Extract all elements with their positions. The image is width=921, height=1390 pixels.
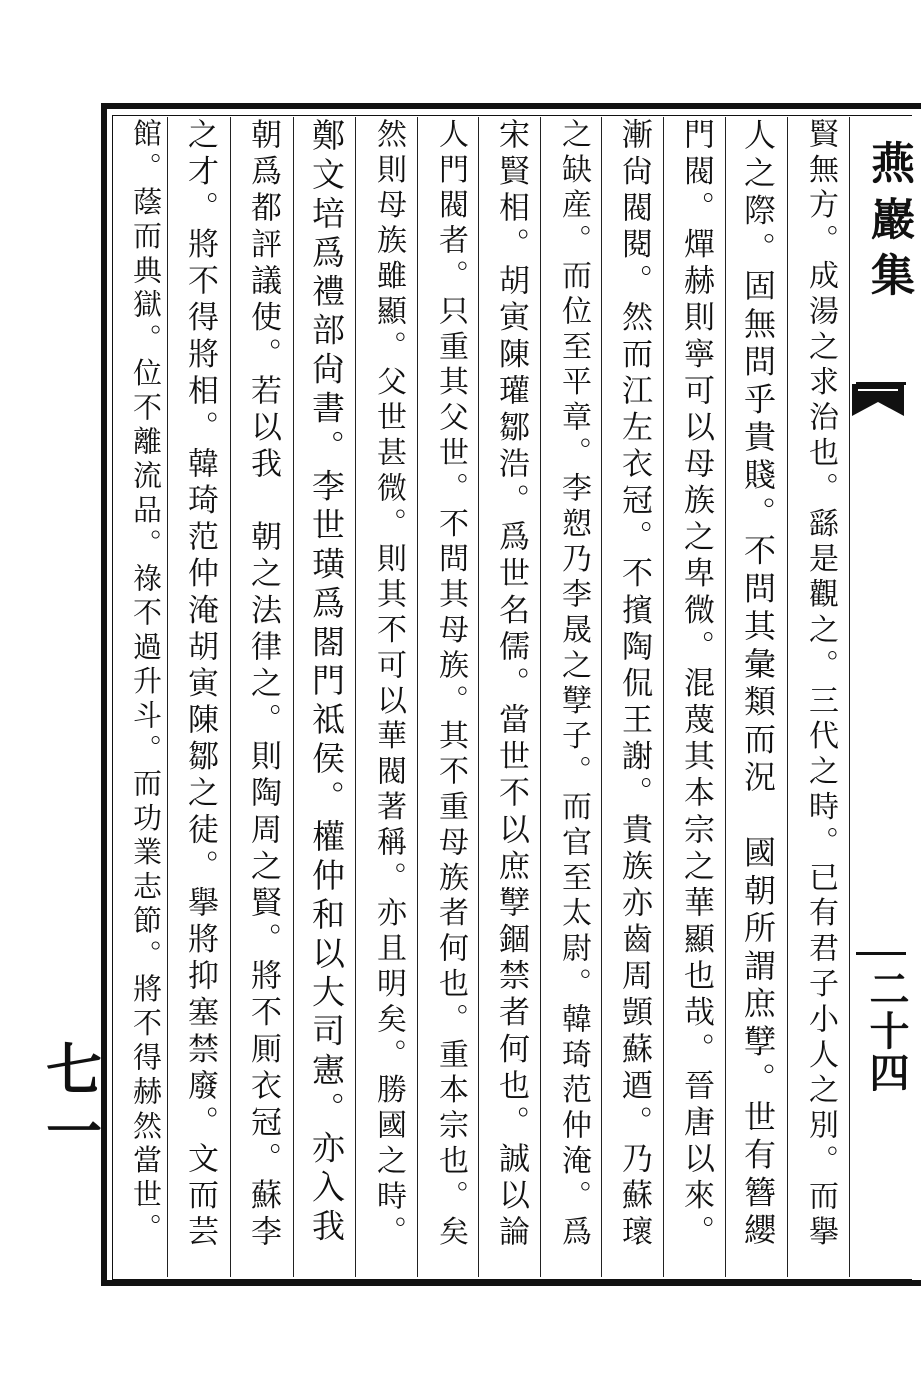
text-column: 鄭文培爲禮部尙書。李世璜爲閤門祗侯。權仲和以大司憲。亦入我 [307, 118, 346, 1248]
book-title: 燕巖集 [863, 140, 914, 308]
page-number-margin: 七一 [37, 1040, 103, 1164]
text-column: 賢無方。成湯之求治也。繇是觀之。三代之時。已有君子小人之別。而擧 [803, 118, 838, 1251]
text-column: 人門閥者。只重其父世。不問其母族。其不重母族者何也。重本宗也。矣 [433, 118, 468, 1251]
page-number-rule [856, 952, 906, 955]
page-number-folio: 二十四 [863, 968, 910, 1094]
fish-tail-mark-icon [848, 382, 908, 418]
text-column: 漸尙閥閱。然而江左衣冠。不擯陶侃王謝。貴族亦齒周顗蘇逎。乃蘇瓌 [616, 118, 652, 1252]
text-column: 人之際。固無問乎貴賤。不問其彙類而況 國朝所謂庶孼。世有簪纓 [739, 118, 777, 1251]
text-column: 之缺産。而位至平章。李愬乃李晟之孼子。而官至太尉。韓琦范仲淹。爲 [556, 118, 591, 1251]
column-rule [230, 117, 231, 1277]
text-column: 館。蔭而典獄。位不離流品。祿不過升斗。而功業志節。將不得赫然當世。 [129, 118, 163, 1248]
text-column: 朝爲都評議使。若以我 朝之法律之。則陶周之賢。將不厠衣冠。蘇李 [245, 118, 281, 1252]
text-column: 門閥。燀赫則寧可以母族之卑微。混蔑其本宗之華顯也哉。晉唐以來。 [678, 118, 714, 1252]
text-column: 之才。將不得將相。韓琦范仲淹胡寅陳鄒之徒。擧將抑塞禁廢。文而芸 [182, 118, 218, 1252]
text-column: 宋賢相。胡寅陳瓘鄒浩。爲世名儒。當世不以庶孼錮禁者何也。誠以論 [493, 118, 529, 1252]
text-column: 然則母族雖顯。父世甚微。則其不可以華閥著稱。亦且明矣。勝國之時。 [371, 118, 406, 1251]
column-rule [293, 117, 294, 1277]
